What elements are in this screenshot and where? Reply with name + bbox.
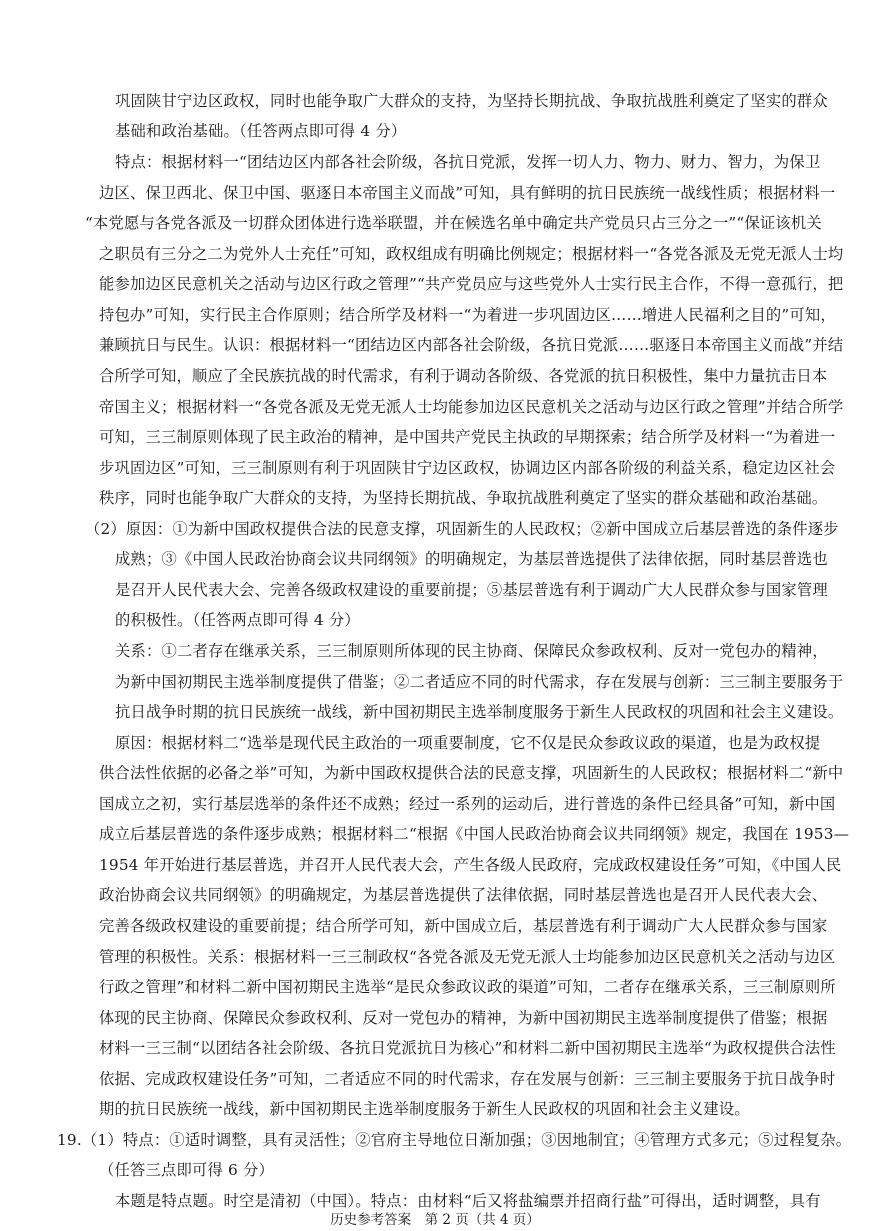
text-line: 可知，三三制原则体现了民主政治的精神，是中国共产党民主执政的早期探索；结合所学及材料一“为着进一: [99, 428, 836, 446]
question-19-line: 19.（1）特点：①适时调整，具有灵活性；②官府主导地位日渐加强；③因地制宜；④管理方式多元；⑤过程复杂。: [57, 1131, 852, 1149]
text-line: 依据、完成政权建设任务”可知，二者适应不同的时代需求，存在发展与创新：三三制主要服务于抗日战争时: [99, 1070, 836, 1088]
text-line: 1954 年开始进行基层普选，并召开人民代表大会，产生各级人民政府，完成政权建设任务”可知，《中国人民: [99, 856, 842, 874]
text-line: 原因：根据材料二“选举是现代民主政治的一项重要制度，它不仅是民众参政议政的渠道，也是为政权提: [115, 734, 821, 752]
page-footer: 历史参考答案 第 2 页（共 4 页）: [330, 1212, 540, 1228]
text-line: “本党愿与各党各派及一切群众团体进行选举联盟，并在候选名单中确定共产党员只占三分之一”“保证该机关: [85, 214, 822, 232]
text-line: 成熟；③《中国人民政治协商会议共同纲领》的明确规定，为基层普选提供了法律依据，同时基层普选也: [115, 550, 828, 568]
text-line: 特点：根据材料一“团结边区内部各社会阶级，各抗日党派，发挥一切人力、物力、财力、智力，为保卫: [115, 153, 821, 171]
text-line: （任答三点即可得 6 分）: [99, 1161, 275, 1179]
text-line: 的积极性。（任答两点即可得 4 分）: [115, 611, 360, 629]
text-line: 帝国主义；根据材料一“各党各派及无党无派人士均能参加边区民意机关之活动与边区行政之管理”并结合所学: [99, 398, 844, 416]
text-line: 持包办”可知，实行民主合作原则；结合所学及材料一“为着进一步巩固边区……增进人民福利之目的”可知，: [99, 306, 836, 324]
text-line: 本题是特点题。时空是清初（中国）。特点：由材料“后又将盐编票并招商行盐”可得出，适时调整，具有: [115, 1192, 821, 1210]
text-line: 秩序，同时也能争取广大群众的支持，为坚持长期抗战、争取抗战胜利奠定了坚实的群众基础和政治基础。: [99, 489, 828, 507]
text-line: 国成立之初，实行基层选举的条件还不成熟；经过一系列的运动后，进行普选的条件已经具备”可知，新中国: [99, 795, 836, 813]
text-line: 体现的民主协商、保障民众参政权利、反对一党包办的精神，为新中国初期民主选举制度提供了借鉴；根据: [99, 1009, 828, 1027]
text-line: 边区、保卫西北、保卫中国、驱逐日本帝国主义而战”可知，具有鲜明的抗日民族统一战线性质；根据材料一: [99, 184, 836, 202]
text-line: 成立后基层普选的条件逐步成熟；根据材料二“根据《中国人民政治协商会议共同纲领》规定，我国在 1953—: [99, 825, 850, 843]
text-line: 步巩固边区”可知，三三制原则有利于巩固陕甘宁边区政权，协调边区内部各阶级的利益关系，稳定边区社会: [99, 459, 836, 477]
text-line: 为新中国初期民主选举制度提供了借鉴；②二者适应不同的时代需求，存在发展与创新：三三制主要服务于: [115, 673, 844, 691]
text-line: 行政之管理”和材料二新中国初期民主选举“是民众参政议政的渠道”可知，二者存在继承关系，三三制原则所: [99, 978, 836, 996]
text-line: 巩固陕甘宁边区政权，同时也能争取广大群众的支持，为坚持长期抗战、争取抗战胜利奠定了坚实的群众: [115, 92, 828, 110]
text-line: 是召开人民代表大会、完善各级政权建设的重要前提；⑤基层普选有利于调动广大人民群众参与国家管理: [115, 581, 828, 599]
text-line: 完善各级政权建设的重要前提；结合所学可知，新中国成立后，基层普选有利于调动广大人民群众参与国家: [99, 917, 828, 935]
text-line: 之职员有三分之二为党外人士充任”可知，政权组成有明确比例规定；根据材料一“各党各派及无党无派人士均: [99, 245, 844, 263]
text-line: 合所学可知，顺应了全民族抗战的时代需求，有利于调动各阶级、各党派的抗日积极性，集中力量抗击日本: [99, 367, 828, 385]
text-line: 能参加边区民意机关之活动与边区行政之管理”“共产党员应与这些党外人士实行民主合作，不得一意孤行，把: [99, 275, 844, 293]
text-line: （2）原因：①为新中国政权提供合法的民意支撑，巩固新生的人民政权；②新中国成立后基层普选的条件逐步: [85, 520, 839, 538]
text-line: 管理的积极性。关系：根据材料一三三制政权“各党各派及无党无派人士均能参加边区民意机关之活动与边区: [99, 948, 836, 966]
text-line: 兼顾抗日与民生。认识：根据材料一“团结边区内部各社会阶级，各抗日党派……驱逐日本帝国主义而战”并结: [99, 336, 844, 354]
text-line: 供合法性依据的必备之举”可知，为新中国政权提供合法的民意支撑，巩固新生的人民政权；根据材料二“新中: [99, 764, 844, 782]
text-line: 材料一三三制“以团结各社会阶级、各抗日党派抗日为核心”和材料二新中国初期民主选举“为政权提供合法性: [99, 1039, 836, 1057]
text-line: 期的抗日民族统一战线，新中国初期民主选举制度服务于新生人民政权的巩固和社会主义建设。: [99, 1100, 750, 1118]
text-line: 抗日战争时期的抗日民族统一战线，新中国初期民主选举制度服务于新生人民政权的巩固和社会主义建设。: [115, 703, 844, 721]
text-line: 基础和政治基础。（任答两点即可得 4 分）: [115, 122, 407, 140]
text-line: 政治协商会议共同纲领》的明确规定，为基层普选提供了法律依据，同时基层普选也是召开人民代表大会、: [99, 886, 828, 904]
text-line: 关系：①二者存在继承关系，三三制原则所体现的民主协商、保障民众参政权利、反对一党包办的精神，: [115, 642, 828, 660]
